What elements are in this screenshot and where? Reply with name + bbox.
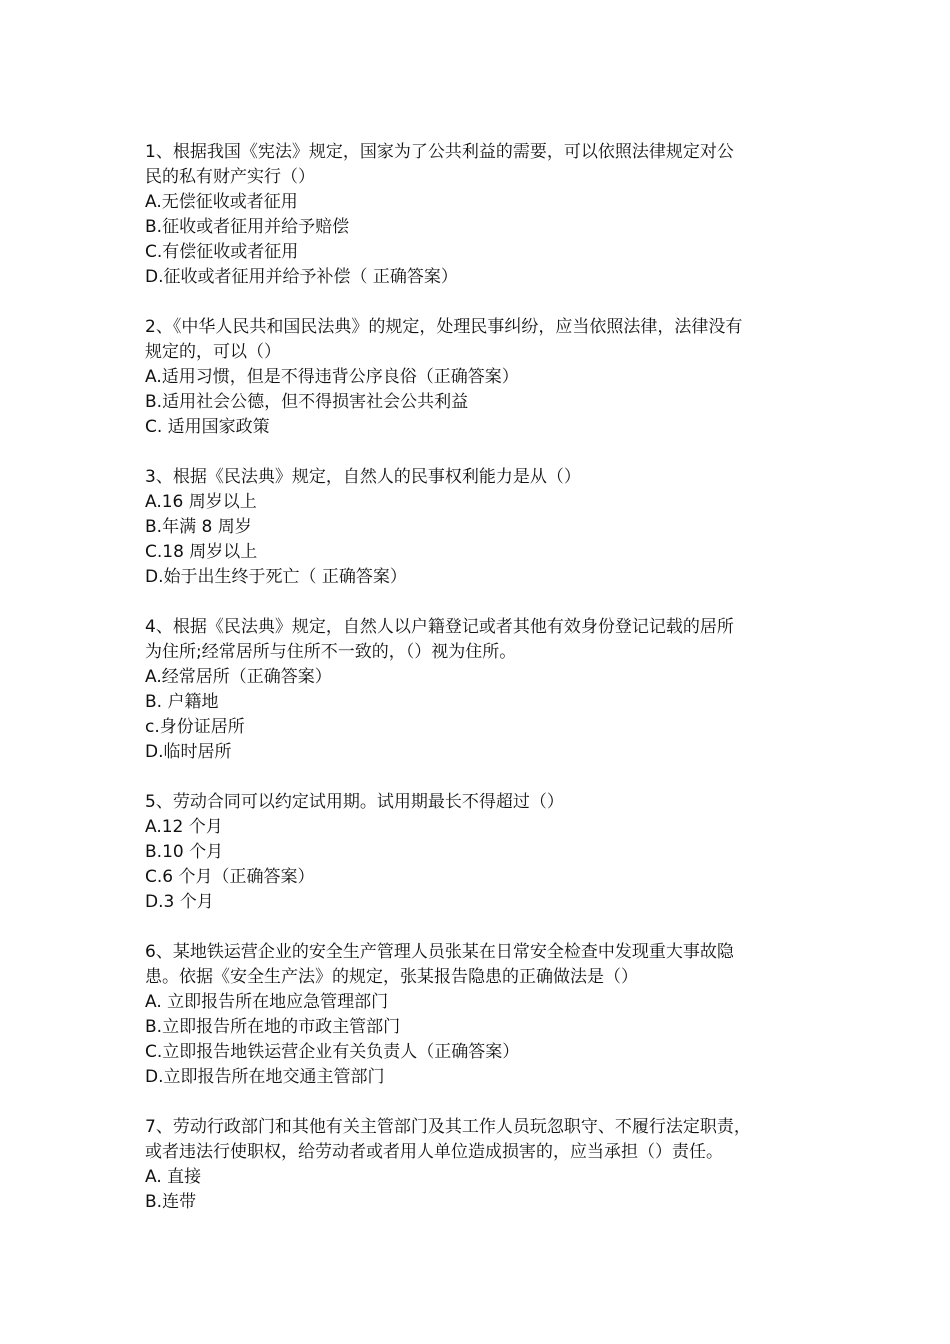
option-c: C.有偿征收或者征用 [145, 242, 299, 262]
option-b: B.连带 [145, 1192, 197, 1212]
option-a: A.无偿征收或者征用 [145, 192, 298, 212]
option-b: B.适用社会公德，但不得损害社会公共利益 [145, 392, 469, 412]
question-stem-line: 2、《中华人民共和国民法典》的规定，处理民事纠纷，应当依照法律，法律没有 [145, 317, 743, 337]
option-c: C. 适用国家政策 [145, 417, 270, 437]
question-stem-line: 4、根据《民法典》规定，自然人以户籍登记或者其他有效身份登记记载的居所 [145, 617, 734, 637]
question-stem-line: 或者违法行使职权，给劳动者或者用人单位造成损害的，应当承担（）责任。 [145, 1142, 723, 1162]
question-stem-line: 3、根据《民法典》规定，自然人的民事权利能力是从（） [145, 467, 581, 487]
option-d: D.始于出生终于死亡（ 正确答案） [145, 567, 407, 587]
question-stem-line: 1、根据我国《宪法》规定，国家为了公共利益的需要，可以依照法律规定对公 [145, 142, 734, 162]
option-c: C.立即报告地铁运营企业有关负责人（正确答案） [145, 1042, 520, 1062]
option-b: B.征收或者征用并给予赔偿 [145, 217, 350, 237]
option-a: A.适用习惯，但是不得违背公序良俗（正确答案） [145, 367, 519, 387]
option-a: A. 直接 [145, 1167, 202, 1187]
option-a: A.经常居所（正确答案） [145, 667, 332, 687]
option-c: c.身份证居所 [145, 717, 245, 737]
question-6 [145, 940, 815, 1090]
option-b: B.立即报告所在地的市政主管部门 [145, 1017, 401, 1037]
question-stem-line: 患。依据《安全生产法》的规定，张某报告隐患的正确做法是（） [145, 967, 638, 987]
question-2 [145, 315, 815, 440]
option-b: B.年满 8 周岁 [145, 517, 252, 537]
question-stem-line: 为住所;经常居所与住所不一致的，（）视为住所。 [145, 642, 517, 662]
question-stem-line: 6、某地铁运营企业的安全生产管理人员张某在日常安全检查中发现重大事故隐 [145, 942, 734, 962]
option-b: B.10 个月 [145, 842, 224, 862]
question-stem-line: 7、劳动行政部门和其他有关主管部门及其工作人员玩忽职守、不履行法定职责， [145, 1117, 751, 1137]
option-c: C.6 个月（正确答案） [145, 867, 315, 887]
option-b: B. 户籍地 [145, 692, 219, 712]
question-stem-line: 民的私有财产实行（） [145, 167, 315, 187]
option-d: D.3 个月 [145, 892, 214, 912]
question-stem-line: 5、劳动合同可以约定试用期。试用期最长不得超过（） [145, 792, 564, 812]
question-5 [145, 790, 815, 915]
option-d: D.临时居所 [145, 742, 232, 762]
option-a: A.12 个月 [145, 817, 223, 837]
question-1 [145, 140, 815, 290]
option-d: D.立即报告所在地交通主管部门 [145, 1067, 385, 1087]
option-d: D.征收或者征用并给予补偿（ 正确答案） [145, 267, 458, 287]
option-a: A. 立即报告所在地应急管理部门 [145, 992, 389, 1012]
question-4 [145, 615, 815, 765]
option-c: C.18 周岁以上 [145, 542, 258, 562]
question-stem-line: 规定的，可以（） [145, 342, 281, 362]
question-7 [145, 1115, 815, 1215]
question-3 [145, 465, 815, 590]
option-a: A.16 周岁以上 [145, 492, 257, 512]
document-page [145, 140, 815, 1240]
